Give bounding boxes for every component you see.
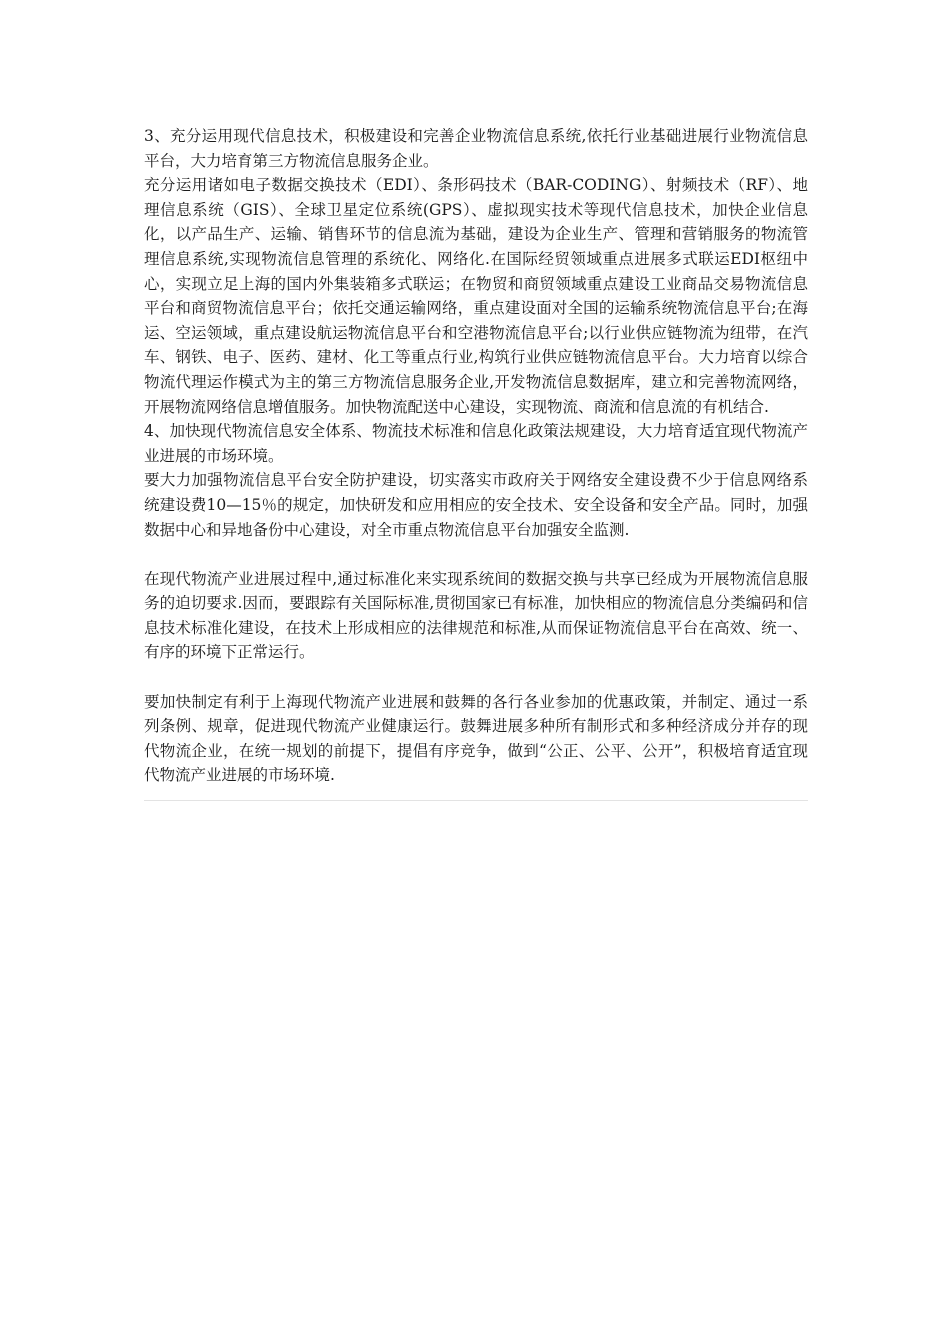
section-4-heading: 4、加快现代物流信息安全体系、物流技术标准和信息化政策法规建设，大力培育适宜现代物流产业进展的市场环境。 <box>144 422 808 465</box>
paragraph-spacer <box>144 542 808 567</box>
standards-paragraph: 在现代物流产业进展过程中,通过标准化来实现系统间的数据交换与共享已经成为开展物流信息服务的迫切要求.因而，要跟踪有关国际标准,贯彻国家已有标准，加快相应的物流信息分类编码和信息技术标准化建设，在技术上形成相应的法律规范和标准,从而保证物流信息平台在高效、统一、有序的环境下正常运行。 <box>144 569 808 662</box>
paragraph-spacer <box>144 665 808 690</box>
section-3-body: 充分运用诸如电子数据交换技术（EDI）、条形码技术（BAR-CODING）、射频技术（RF）、地理信息系统（GIS）、全球卫星定位系统(GPS）、虚拟现实技术等现代信息技术，加快企业信息化，以产品生产、运输、销售环节的信息流为基础，建设为企业生产、管理和营销服务的物流管理信息系统,实现物流信息管理的系统化、网络化.在国际经贸领域重点进展多式联运EDI枢纽中心，实现立足上海的国内外集装箱多式联运；在物贸和商贸领域重点建设工业商品交易物流信息平台和商贸物流信息平台；依托交通运输网络，重点建设面对全国的运输系统物流信息平台;在海运、空运领域，重点建设航运物流信息平台和空港物流信息平台;以行业供应链物流为纽带，在汽车、钢铁、电子、医药、建材、化工等重点行业,构筑行业供应链物流信息平台。大力培育以综合物流代理运作模式为主的第三方物流信息服务企业,开发物流信息数据库，建立和完善物流网络，开展物流网络信息增值服务。加快物流配送中心建设，实现物流、商流和信息流的有机结合. <box>144 176 808 416</box>
horizontal-divider <box>144 800 808 801</box>
document-body <box>144 124 808 801</box>
section-3-heading: 3、充分运用现代信息技术，积极建设和完善企业物流信息系统,依托行业基础进展行业物流信息平台，大力培育第三方物流信息服务企业。 <box>144 127 808 170</box>
policy-paragraph: 要加快制定有利于上海现代物流产业进展和鼓舞的各行各业参加的优惠政策，并制定、通过一系列条例、规章，促进现代物流产业健康运行。鼓舞进展多种所有制形式和多种经济成分并存的现代物流企业，在统一规划的前提下，提倡有序竞争，做到“公正、公平、公开”，积极培育适宜现代物流产业进展的市场环境. <box>144 692 808 785</box>
security-paragraph: 要大力加强物流信息平台安全防护建设，切实落实市政府关于网络安全建设费不少于信息网络系统建设费10—15％的规定，加快研发和应用相应的安全技术、安全设备和安全产品。同时，加强数据中心和异地备份中心建设，对全市重点物流信息平台加强安全监测. <box>144 471 808 539</box>
